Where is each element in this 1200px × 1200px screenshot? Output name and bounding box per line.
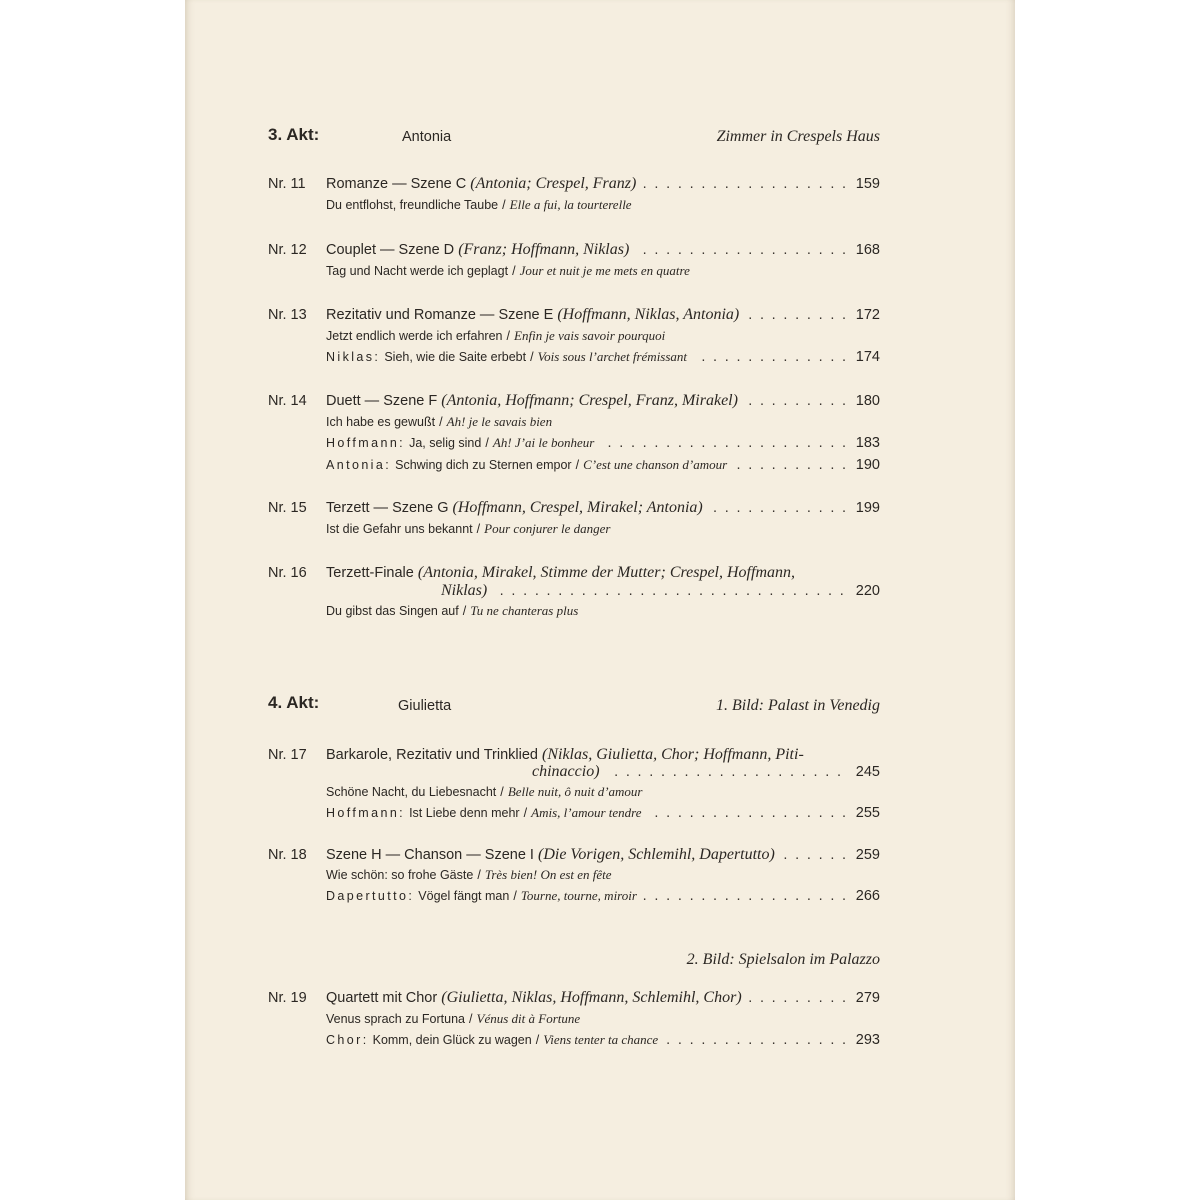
incipit-german: Du gibst das Singen auf bbox=[326, 604, 459, 618]
separator-slash: / bbox=[476, 522, 481, 536]
entry-text bbox=[326, 328, 671, 344]
separator-slash: / bbox=[530, 350, 534, 364]
entry-text bbox=[326, 242, 635, 258]
entry-text bbox=[326, 603, 584, 619]
entry-text bbox=[326, 847, 781, 863]
speaker-name: Chor: bbox=[326, 1033, 369, 1047]
incipit-french: Amis, l’amour tendre bbox=[531, 805, 642, 820]
page-number: 159 bbox=[848, 175, 880, 193]
incipit-german: Tag und Nacht werde ich geplagt bbox=[326, 264, 509, 278]
incipit-french: Ah! J’ai le bonheur bbox=[492, 435, 595, 450]
toc-subentry bbox=[326, 1010, 880, 1028]
toc-subentry bbox=[326, 348, 880, 366]
entry-text bbox=[326, 805, 648, 821]
piece-title: Szene H — Chanson — Szene I bbox=[326, 847, 534, 863]
act-heading: 3. Akt: bbox=[268, 125, 320, 144]
incipit-german: Ist die Gefahr uns bekannt bbox=[326, 522, 473, 536]
number-label: Nr. 17 bbox=[268, 747, 307, 763]
incipit-french: Vénus dit à Fortune bbox=[476, 1011, 581, 1026]
number-label: Nr. 12 bbox=[268, 242, 307, 258]
cast-list: (Hoffmann, Crespel, Mirakel; Antonia) bbox=[452, 499, 703, 516]
incipit-german: Schöne Nacht, du Liebesnacht bbox=[326, 785, 497, 799]
incipit-french: Pour conjurer le danger bbox=[484, 521, 611, 536]
toc-entry bbox=[326, 499, 880, 517]
number-label: Nr. 19 bbox=[268, 990, 307, 1006]
entry-text bbox=[326, 307, 745, 323]
piece-title: Terzett — Szene G bbox=[326, 500, 449, 516]
toc-entry bbox=[326, 241, 880, 259]
incipit-french: Ah! je le savais bien bbox=[446, 414, 553, 429]
incipit-french: Enfin je vais savoir pourquoi bbox=[514, 328, 666, 343]
toc-entry-continuation bbox=[441, 582, 880, 600]
incipit-french: Très bien! On est en fête bbox=[484, 867, 612, 882]
act-heading: 4. Akt: bbox=[268, 693, 320, 712]
cast-list: (Hoffmann, Niklas, Antonia) bbox=[557, 306, 740, 323]
separator-slash: / bbox=[485, 436, 489, 450]
entry-text bbox=[326, 990, 748, 1006]
piece-title: Barkarole, Rezitativ und Trinklied bbox=[326, 747, 538, 763]
toc-entry bbox=[326, 989, 880, 1007]
separator-slash: / bbox=[575, 458, 580, 472]
act-title: Giulietta bbox=[398, 698, 452, 714]
incipit-french: Vois sous l’archet frémissant bbox=[537, 349, 688, 364]
toc-subentry bbox=[326, 887, 880, 905]
scene-setting: 1. Bild: Palast in Venedig bbox=[716, 697, 880, 714]
cast-list-continuation: chinaccio) bbox=[532, 763, 600, 780]
number-label: Nr. 14 bbox=[268, 393, 307, 409]
cast-list: (Giulietta, Niklas, Hoffmann, Schlemihl, Chor) bbox=[441, 989, 742, 1006]
cast-list: (Antonia, Hoffmann; Crespel, Franz, Mirakel) bbox=[441, 392, 738, 409]
number-label: Nr. 15 bbox=[268, 500, 307, 516]
toc-entry bbox=[326, 306, 880, 324]
separator-slash: / bbox=[439, 415, 443, 429]
page-number: 180 bbox=[848, 392, 880, 410]
cast-list: (Antonia; Crespel, Franz) bbox=[470, 175, 637, 192]
entry-text bbox=[326, 414, 558, 430]
toc-subentry bbox=[326, 783, 880, 801]
entry-text bbox=[326, 1011, 586, 1027]
piece-title: Terzett-Finale bbox=[326, 565, 414, 581]
page-number: 266 bbox=[848, 887, 880, 905]
toc-entry bbox=[326, 175, 880, 193]
entry-text bbox=[326, 867, 618, 883]
entry-text bbox=[532, 764, 606, 780]
entry-text bbox=[326, 263, 696, 279]
entry-text bbox=[326, 457, 733, 473]
separator-slash: / bbox=[512, 264, 516, 278]
entry-text bbox=[326, 784, 649, 800]
toc-subentry bbox=[326, 196, 880, 214]
speaker-name: Antonia: bbox=[326, 458, 392, 472]
cast-list-continuation: Niklas) bbox=[441, 582, 488, 599]
entry-text bbox=[326, 747, 810, 763]
incipit-german: Du entflohst, freundliche Taube bbox=[326, 198, 499, 212]
cast-list: (Niklas, Giulietta, Chor; Hoffmann, Piti- bbox=[542, 746, 804, 763]
page-number: 259 bbox=[848, 846, 880, 864]
separator-slash: / bbox=[500, 785, 504, 799]
incipit-german: Venus sprach zu Fortuna bbox=[326, 1012, 465, 1026]
entry-text bbox=[326, 1032, 664, 1048]
incipit-german: Jetzt endlich werde ich erfahren bbox=[326, 329, 503, 343]
entry-text bbox=[326, 888, 643, 904]
cast-list: (Antonia, Mirakel, Stimme der Mutter; Crespel, Hoffmann, bbox=[417, 564, 795, 581]
page-number: 293 bbox=[848, 1031, 880, 1049]
cast-list: (Die Vorigen, Schlemihl, Dapertutto) bbox=[537, 846, 775, 863]
page-number: 174 bbox=[848, 348, 880, 366]
speaker-name: Hoffmann: bbox=[326, 806, 406, 820]
incipit-french: Tourne, tourne, miroir bbox=[520, 888, 637, 903]
incipit-german: Wie schön: so frohe Gäste bbox=[326, 868, 474, 882]
separator-slash: / bbox=[535, 1033, 540, 1047]
entry-text bbox=[326, 521, 616, 537]
toc-subentry bbox=[326, 327, 880, 345]
page-number: 190 bbox=[848, 456, 880, 474]
entry-text bbox=[441, 583, 493, 599]
toc-subentry bbox=[326, 262, 880, 280]
piece-title: Romanze — Szene C bbox=[326, 176, 467, 192]
incipit-french: Belle nuit, ô nuit d’amour bbox=[507, 784, 643, 799]
entry-text bbox=[326, 435, 600, 451]
piece-title: Couplet — Szene D bbox=[326, 242, 455, 258]
page-number: 279 bbox=[848, 989, 880, 1007]
piece-title: Rezitativ und Romanze — Szene E bbox=[326, 307, 554, 323]
toc-entry bbox=[326, 746, 880, 764]
speaker-name: Niklas: bbox=[326, 350, 381, 364]
toc-entry-continuation bbox=[532, 763, 880, 781]
separator-slash: / bbox=[506, 329, 510, 343]
speaker-name: Dapertutto: bbox=[326, 889, 415, 903]
toc-entry bbox=[326, 392, 880, 410]
toc-subentry bbox=[326, 804, 880, 822]
incipit-german: Ich habe es gewußt bbox=[326, 415, 436, 429]
separator-slash: / bbox=[477, 868, 481, 882]
incipit-german: Schwing dich zu Sternen empor bbox=[395, 458, 572, 472]
toc-subentry bbox=[326, 520, 880, 538]
incipit-french: Viens tenter ta chance bbox=[543, 1032, 659, 1047]
separator-slash: / bbox=[502, 198, 506, 212]
number-label: Nr. 16 bbox=[268, 565, 307, 581]
separator-slash: / bbox=[469, 1012, 473, 1026]
incipit-german: Komm, dein Glück zu wagen bbox=[372, 1033, 532, 1047]
piece-title: Duett — Szene F bbox=[326, 393, 438, 409]
number-label: Nr. 18 bbox=[268, 847, 307, 863]
entry-text bbox=[326, 393, 744, 409]
entry-text bbox=[326, 176, 642, 192]
toc-subentry bbox=[326, 413, 880, 431]
page-number: 168 bbox=[848, 241, 880, 259]
piece-title: Quartett mit Chor bbox=[326, 990, 438, 1006]
page-number: 183 bbox=[848, 434, 880, 452]
act-title: Antonia bbox=[402, 129, 452, 145]
page-number: 245 bbox=[848, 763, 880, 781]
toc-subentry bbox=[326, 456, 880, 474]
toc-subentry bbox=[326, 1031, 880, 1049]
scene-setting: Zimmer in Crespels Haus bbox=[716, 128, 880, 145]
incipit-german: Ja, selig sind bbox=[409, 436, 482, 450]
page-number: 255 bbox=[848, 804, 880, 822]
entry-text bbox=[326, 197, 638, 213]
incipit-french: C’est une chanson d’amour bbox=[583, 457, 728, 472]
entry-text bbox=[326, 565, 801, 581]
incipit-french: Jour et nuit je me mets en quatre bbox=[519, 263, 690, 278]
scene-setting: 2. Bild: Spielsalon im Palazzo bbox=[686, 951, 880, 968]
entry-text bbox=[326, 349, 693, 365]
separator-slash: / bbox=[462, 604, 467, 618]
number-label: Nr. 11 bbox=[268, 176, 306, 192]
toc-entry bbox=[326, 846, 880, 864]
page-number: 172 bbox=[848, 306, 880, 324]
separator-slash: / bbox=[513, 889, 517, 903]
incipit-german: Vögel fängt man bbox=[418, 889, 510, 903]
incipit-french: Elle a fui, la tourterelle bbox=[509, 197, 632, 212]
page-number: 220 bbox=[848, 582, 880, 600]
separator-slash: / bbox=[523, 806, 528, 820]
page-number: 199 bbox=[848, 499, 880, 517]
toc-subentry bbox=[326, 434, 880, 452]
incipit-german: Sieh, wie die Saite erbebt bbox=[384, 350, 527, 364]
number-label: Nr. 13 bbox=[268, 307, 307, 323]
incipit-german: Ist Liebe denn mehr bbox=[409, 806, 520, 820]
entry-text bbox=[326, 500, 709, 516]
incipit-french: Tu ne chanteras plus bbox=[470, 603, 579, 618]
toc-subentry bbox=[326, 866, 880, 884]
cast-list: (Franz; Hoffmann, Niklas) bbox=[458, 241, 630, 258]
toc-entry bbox=[326, 564, 880, 582]
speaker-name: Hoffmann: bbox=[326, 436, 406, 450]
toc-subentry bbox=[326, 602, 880, 620]
